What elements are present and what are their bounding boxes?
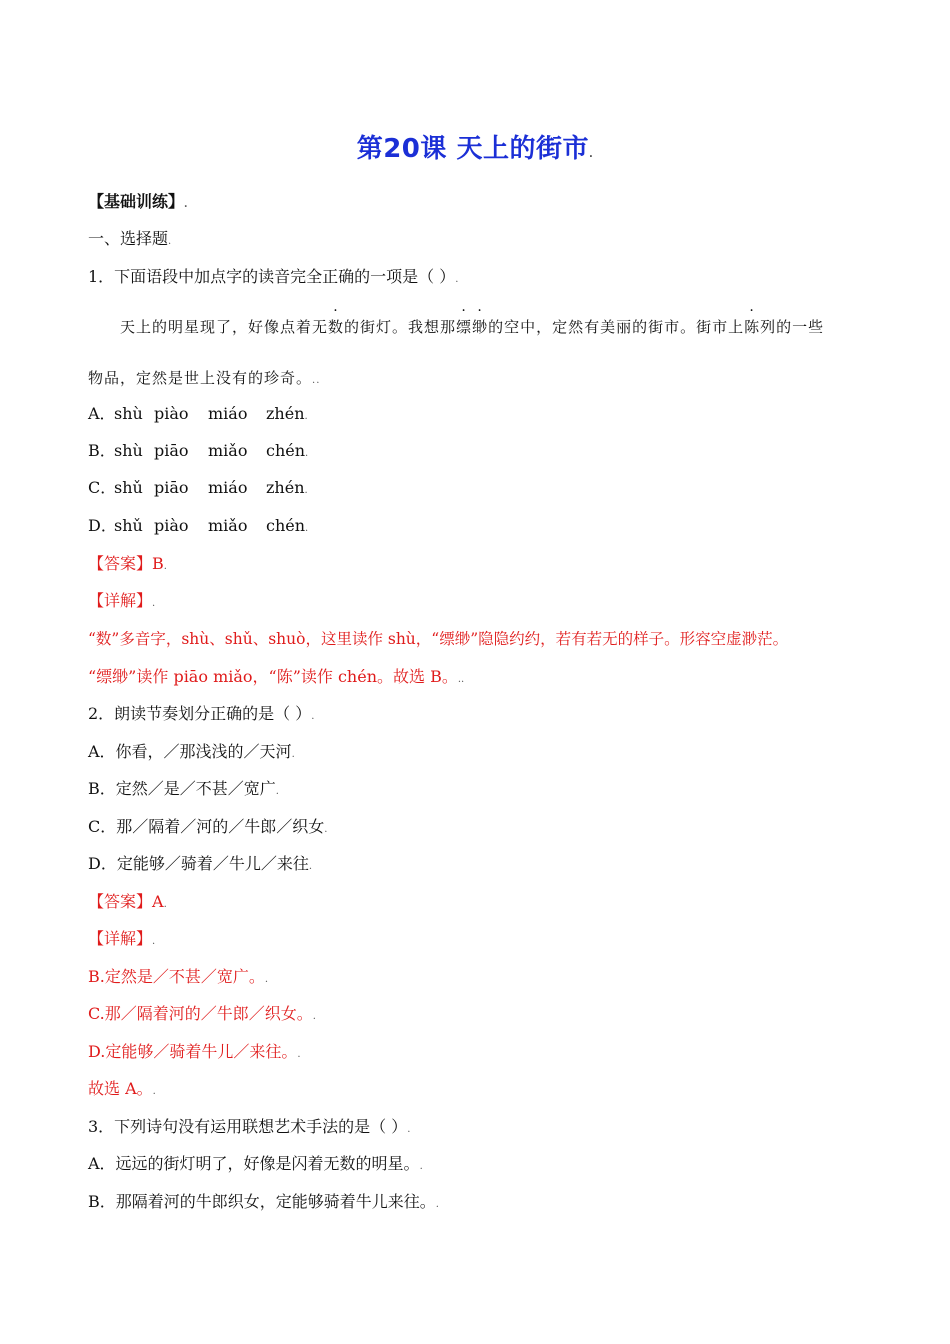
q2-conclusion (88, 1079, 156, 1102)
paragraph-mark: . (275, 786, 279, 797)
pinyin: miǎo (208, 441, 248, 460)
q2-detail-d (88, 1042, 301, 1065)
q3-stem (88, 1117, 410, 1140)
paragraph-mark: .. (457, 674, 465, 685)
option-text: A．你看，／那浅浅的／天河 (88, 742, 292, 761)
option-text: B．定然／是／不甚／宽广 (88, 779, 276, 798)
paragraph-mark: . (168, 236, 172, 247)
detail-label: 【详解】 (88, 929, 153, 948)
q1-stem-text: 1．下面语段中加点字的读音完全正确的一项是（ ） (88, 267, 456, 286)
q2-option-d (88, 854, 312, 877)
option-text: A．远远的街灯明了，好像是闪着无数的明星。 (88, 1154, 420, 1173)
paragraph-mark: . (152, 1086, 156, 1097)
section-heading-text: 【基础训练】 (88, 192, 185, 211)
q3-option-b (88, 1192, 439, 1215)
option-text: B．那隔着河的牛郎织女，定能够骑着牛儿来往。 (88, 1192, 436, 1211)
paragraph-mark: . (435, 1199, 439, 1210)
paragraph-mark: . (308, 861, 313, 872)
pinyin: shǔ (114, 478, 143, 497)
paragraph-mark: .. (312, 375, 321, 386)
pinyin: shù (114, 441, 143, 460)
q1-option-c (88, 478, 308, 501)
pinyin: zhén (266, 478, 305, 497)
detail-text: D.定能够／骑着牛儿／来往。 (88, 1042, 298, 1061)
q3-stem-text: 3．下列诗句没有运用联想艺术手法的是（ ） (88, 1117, 408, 1136)
answer-value: A (152, 892, 164, 911)
pinyin: miǎo (208, 516, 248, 535)
passage-text: 的街灯。我想那 (344, 318, 457, 336)
paragraph-mark: . (304, 485, 308, 496)
answer-label: 【答案】 (88, 554, 153, 573)
paragraph-mark: . (152, 936, 156, 947)
pinyin: chén (266, 516, 306, 535)
q3-option-a (88, 1154, 423, 1177)
pinyin: piāo (154, 478, 189, 497)
q1-answer (88, 554, 167, 577)
passage-text: 物品，定然是世上没有的珍奇。 (88, 369, 313, 387)
q1-option-d (88, 516, 308, 539)
pinyin: zhén (266, 404, 305, 423)
paragraph-mark: . (304, 411, 308, 422)
q2-option-a (88, 742, 295, 765)
passage-text: 列的一些 (760, 318, 825, 336)
title-text: 第20课 天上的街市 (356, 134, 589, 164)
page-title (0, 128, 950, 165)
paragraph-mark: . (312, 1011, 316, 1022)
q2-option-c (88, 817, 327, 840)
detail-text: “数”多音字，shù、shǔ、shuò，这里读作 shù，“缥缈”隐隐约约，若有若无的样子。形容空虚渺茫。 (88, 630, 789, 648)
paragraph-mark: . (324, 824, 328, 835)
q1-passage-line1 (120, 317, 824, 337)
option-label: C． (88, 478, 117, 497)
pinyin: miáo (208, 478, 248, 497)
option-label: A． (88, 404, 116, 423)
q2-stem (88, 704, 314, 727)
pinyin: miáo (208, 404, 248, 423)
part-heading (88, 229, 171, 252)
paragraph-mark: . (305, 523, 309, 534)
answer-value: B (152, 554, 164, 573)
q1-detail-line1 (88, 629, 788, 649)
pinyin: piào (154, 404, 189, 423)
q2-detail-c (88, 1004, 316, 1027)
paragraph-mark: . (455, 274, 459, 285)
dotted-char-shu: 数 (328, 318, 345, 336)
dotted-char-chen: 陈 (744, 318, 761, 336)
detail-text: “缥缈”读作 piāo miǎo，“陈”读作 chén。故选 B。 (88, 667, 458, 686)
option-text: C．那／隔着／河的／牛郎／织女 (88, 817, 325, 836)
pinyin: shù (114, 404, 143, 423)
paragraph-mark: . (291, 749, 295, 760)
detail-label: 【详解】 (88, 591, 153, 610)
paragraph-mark: . (305, 448, 309, 459)
detail-text: 故选 A。 (88, 1079, 153, 1098)
section-heading (88, 192, 188, 215)
dotted-char-miao: 缈 (472, 318, 489, 336)
q2-stem-text: 2．朗读节奏划分正确的是（ ） (88, 704, 312, 723)
q2-option-b (88, 779, 279, 802)
paragraph-mark: . (407, 1124, 411, 1135)
paragraph-mark: . (152, 598, 156, 609)
option-label: B． (88, 441, 116, 460)
q1-option-b (88, 441, 308, 464)
paragraph-mark: . (588, 149, 594, 160)
paragraph-mark: . (297, 1049, 301, 1060)
q1-detail-label (88, 591, 155, 614)
paragraph-mark: . (264, 974, 269, 985)
passage-text: 天上的明星现了，好像点着无 (120, 318, 329, 336)
pinyin: shǔ (114, 516, 143, 535)
detail-text: C.那／隔着河的／牛郎／织女。 (88, 1004, 313, 1023)
pinyin: chén (266, 441, 306, 460)
q1-option-a (88, 404, 308, 427)
paragraph-mark: . (419, 1161, 423, 1172)
q2-detail-label (88, 929, 155, 952)
q1-stem (88, 267, 458, 290)
q2-answer (88, 892, 167, 915)
option-text: D．定能够／骑着／牛儿／来往 (88, 854, 309, 873)
paragraph-mark: . (163, 561, 167, 572)
pinyin: piāo (154, 441, 189, 460)
part-heading-text: 一、选择题 (88, 229, 169, 248)
paragraph-mark: . (163, 899, 167, 910)
option-label: D． (88, 516, 117, 535)
q1-passage-line2 (88, 368, 320, 391)
passage-text: 的空中，定然有美丽的街市。街市上 (488, 318, 745, 336)
paragraph-mark: . (184, 199, 188, 210)
q2-detail-b (88, 967, 268, 990)
dotted-char-piao: 缥 (456, 318, 473, 336)
answer-label: 【答案】 (88, 892, 153, 911)
paragraph-mark: . (311, 711, 315, 722)
q1-detail-line2 (88, 667, 464, 690)
detail-text: B.定然是／不甚／宽广。 (88, 967, 265, 986)
pinyin: piào (154, 516, 189, 535)
